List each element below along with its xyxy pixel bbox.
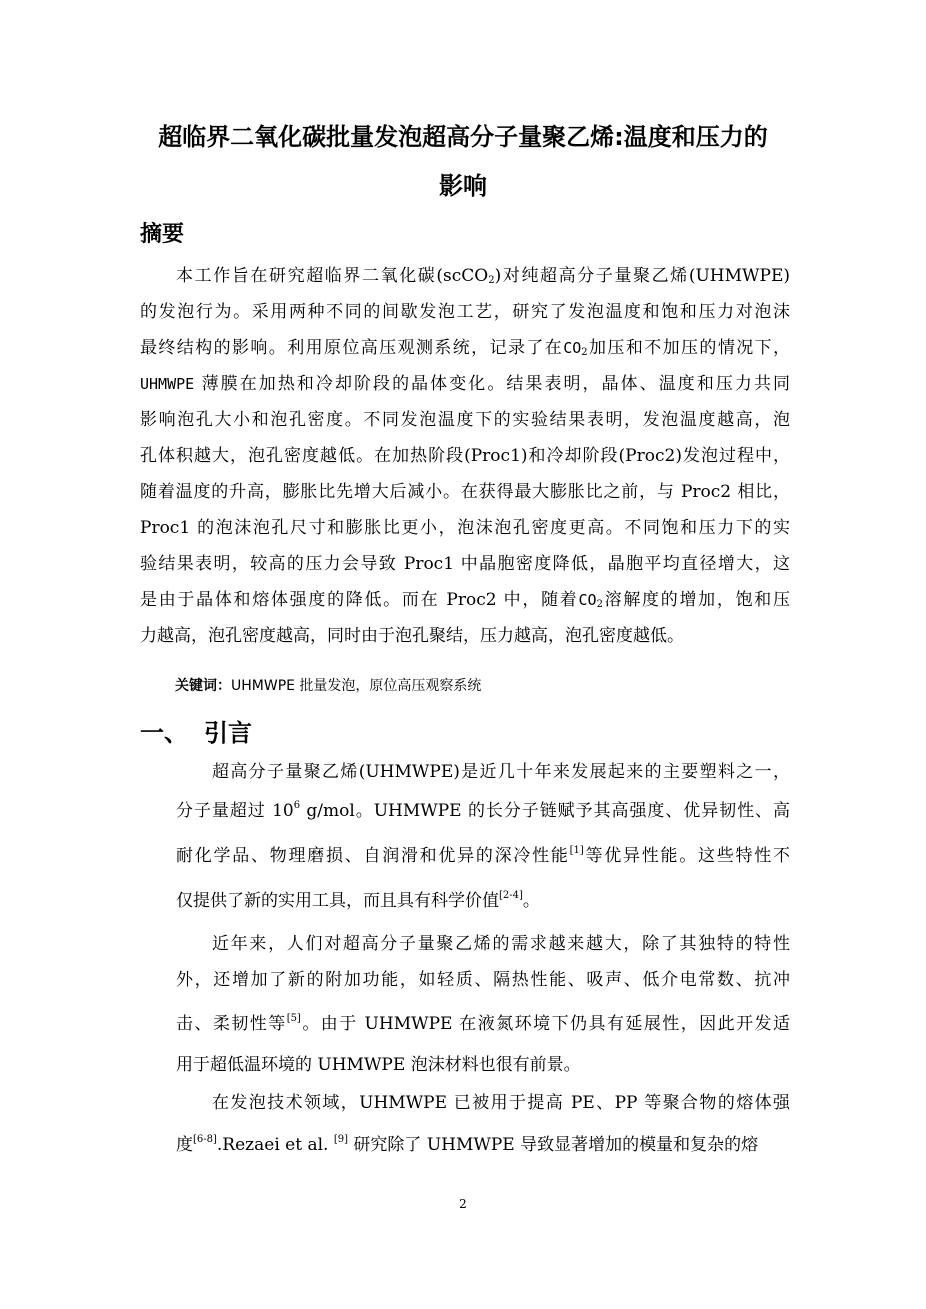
section-heading-introduction xyxy=(140,718,252,748)
citation[interactable]: [1] xyxy=(569,845,584,856)
abstract-line: 验结果表明，较高的压力会导致 Proc1 中晶胞密度降低，晶胞平均直径增大，这 xyxy=(140,554,790,574)
intro-line: 仅提供了新的实用工具，而且具有科学价值[2-4]。 xyxy=(176,890,540,911)
citation[interactable]: [6-8] xyxy=(193,1134,217,1145)
abstract-line: 孔体积越大，泡孔密度越低。在加热阶段(Proc1)和冷却阶段(Proc2)发泡过程中， xyxy=(140,446,790,466)
section-number: 一、 xyxy=(140,719,188,747)
intro-line: 用于超低温环境的 UHMWPE 泡沫材料也很有前景。 xyxy=(176,1055,581,1075)
citation[interactable]: [9] xyxy=(333,1134,349,1145)
abstract-line: 本工作旨在研究超临界二氧化碳(scCO$_2$)对纯超高分子量聚乙烯(UHMWPE) xyxy=(176,266,790,286)
abstract-line: Proc1 的泡沫泡孔尺寸和膨胀比更小，泡沫泡孔密度更高。不同饱和压力下的实 xyxy=(140,518,790,538)
intro-line: 击、柔韧性等[5]。由于 UHMWPE 在液氮环境下仍具有延展性，因此开发适 xyxy=(176,1013,790,1034)
abstract-line: 随着温度的升高，膨胀比先增大后减小。在获得最大膨胀比之前，与 Proc2 相比， xyxy=(140,482,790,502)
citation[interactable]: [5] xyxy=(286,1013,301,1024)
paper-title-line-1: 超临界二氧化碳批量发泡超高分子量聚乙烯:温度和压力的 xyxy=(158,123,768,151)
intro-line: 在发泡技术领域，UHMWPE 已被用于提高 PE、PP 等聚合物的熔体强 xyxy=(212,1093,790,1113)
intro-line: 外，还增加了新的附加功能，如轻质、隔热性能、吸声、低介电常数、抗冲 xyxy=(176,970,790,990)
citation[interactable]: [2-4] xyxy=(499,890,523,901)
abstract-heading: 摘要 xyxy=(140,222,185,247)
page-number: 2 xyxy=(459,1197,467,1211)
intro-line: 耐化学品、物理磨损、自润滑和优异的深冷性能[1]等优异性能。这些特性不 xyxy=(176,845,791,866)
paper-title-line-2: 影响 xyxy=(439,172,487,200)
intro-line: 度[6-8].Rezaei et al. [9] 研究除了 UHMWPE 导致显著增加的模量和复杂的熔 xyxy=(176,1134,759,1155)
keywords-text: UHMWPE 批量发泡，原位高压观察系统 xyxy=(231,678,482,694)
abstract-line: UHMWPE 薄膜在加热和冷却阶段的晶体变化。结果表明，晶体、温度和压力共同 xyxy=(140,374,790,394)
section-title: 引言 xyxy=(204,719,252,747)
abstract-line: 影响泡孔大小和泡孔密度。不同发泡温度下的实验结果表明，发泡温度越高，泡 xyxy=(140,410,790,430)
intro-line: 分子量超过 $10^6$ g/mol。UHMWPE 的长分子链赋予其高强度、优异韧性、高 xyxy=(176,800,790,821)
keywords-label: 关键词： xyxy=(175,678,231,694)
abstract-line: 是由于晶体和熔体强度的降低。而在 Proc2 中，随着$CO_2$溶解度的增加，饱和压 xyxy=(140,590,791,610)
abstract-line: 力越高，泡孔密度越高，同时由于泡孔聚结，压力越高，泡孔密度越低。 xyxy=(140,626,684,646)
abstract-line: 最终结构的影响。利用原位高压观测系统，记录了在$CO_2$加压和不加压的情况下， xyxy=(140,338,791,358)
abstract-line: 的发泡行为。采用两种不同的间歇发泡工艺，研究了发泡温度和饱和压力对泡沫 xyxy=(140,302,790,322)
intro-line: 近年来，人们对超高分子量聚乙烯的需求越来越大，除了其独特的特性 xyxy=(212,934,790,954)
intro-line: 超高分子量聚乙烯(UHMWPE)是近几十年来发展起来的主要塑料之一， xyxy=(212,762,790,782)
keywords xyxy=(175,675,481,697)
